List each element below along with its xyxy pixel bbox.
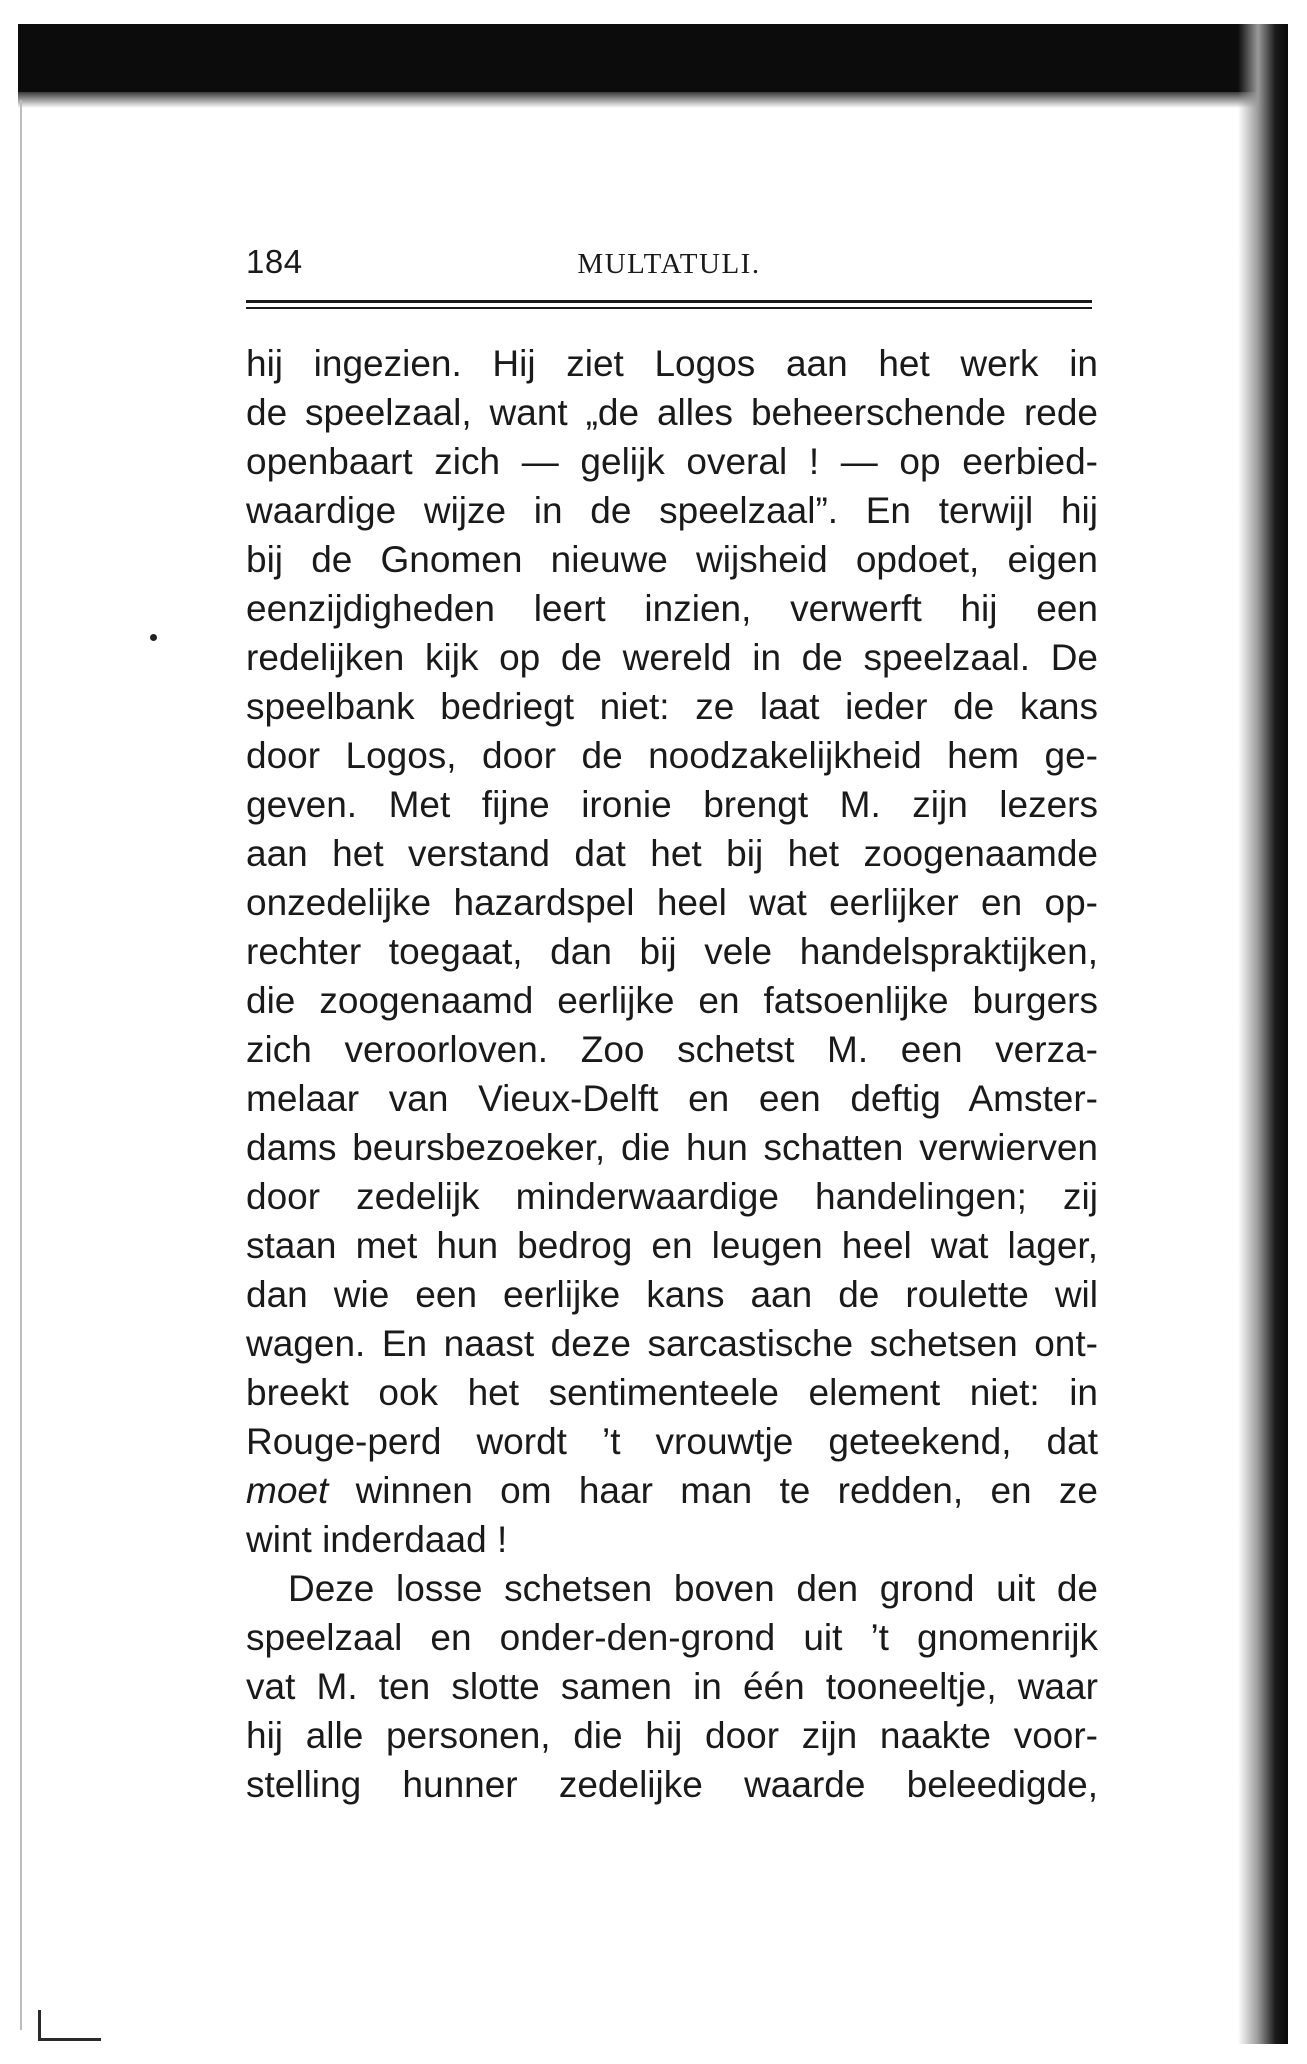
text-line: bij de Gnomen nieuwe wijsheid opdoet, eigen [246, 539, 1098, 580]
text-line: door Logos, door de noodzakelijkheid hem ge- [246, 735, 1098, 776]
scan-border-left [20, 100, 22, 2030]
text-line: geven. Met fijne ironie brengt M. zijn lezers [246, 784, 1098, 825]
text-line: speelzaal en onder-den-grond uit ’t gnomenrijk [246, 1617, 1098, 1658]
text-line: breekt ook het sentimenteele element niet: in [246, 1372, 1098, 1413]
text-line: wagen. En naast deze sarcastische schetsen ont- [246, 1323, 1098, 1364]
page-header [246, 240, 1092, 284]
text-line: hij ingezien. Hij ziet Logos aan het werk in [246, 343, 1098, 384]
paragraph-1 [246, 339, 1098, 1564]
text-line-emphasis [246, 1466, 1098, 1515]
text-line: staan met hun bedrog en leugen heel wat lager, [246, 1225, 1098, 1266]
text-line: vat M. ten slotte samen in één tooneeltje, waar [246, 1666, 1098, 1707]
text-line: dan wie een eerlijke kans aan de roulette wil [246, 1274, 1098, 1315]
text-line: waardige wijze in de speelzaal”. En terwijl hij [246, 490, 1098, 531]
text-line: rechter toegaat, dan bij vele handelspraktijken, [246, 931, 1098, 972]
text-line: wint inderdaad ! [246, 1519, 508, 1560]
body-text [246, 339, 1098, 1809]
text-line: aan het verstand dat het bij het zoogenaamde [246, 833, 1098, 874]
text-line: dams beursbezoeker, die hun schatten verwierven [246, 1127, 1098, 1168]
running-head: MULTATULI. [577, 248, 761, 280]
scan-shadow-top [18, 92, 1283, 108]
text-line: die zoogenaamd eerlijke en fatsoenlijke burgers [246, 980, 1098, 1021]
text-line: stelling hunner zedelijke waarde beleedigde, [246, 1764, 1098, 1805]
text-line: onzedelijke hazardspel heel wat eerlijker en op- [246, 882, 1098, 923]
text-line: Rouge-perd wordt ’t vrouwtje geteekend, dat [246, 1421, 1098, 1462]
text-line: de speelzaal, want „de alles beheerschende rede [246, 392, 1098, 433]
text-line: openbaart zich — gelijk overal ! — op eerbied- [246, 441, 1098, 482]
text-line: speelbank bedriegt niet: ze laat ieder de kans [246, 686, 1098, 727]
scan-border-top [18, 24, 1283, 92]
header-rule-bottom [246, 307, 1092, 309]
text-line: redelijken kijk op de wereld in de speelzaal. De [246, 637, 1098, 678]
text-line: eenzijdigheden leert inzien, verwerft hij een [246, 588, 1098, 629]
scan-corner-mark [38, 2010, 101, 2041]
text-line-rest: winnen om haar man te redden, en ze [355, 1470, 1099, 1511]
text-line: melaar van Vieux-Delft en een deftig Amster- [246, 1078, 1098, 1119]
header-rule-top [246, 300, 1092, 303]
text-line: zich veroorloven. Zoo schetst M. een verza- [246, 1029, 1098, 1070]
italic-word: moet [246, 1470, 329, 1511]
ink-speck [150, 634, 157, 641]
text-line: hij alle personen, die hij door zijn naakte voor- [246, 1715, 1098, 1756]
text-line: door zedelijk minderwaardige handelingen; zij [246, 1176, 1098, 1217]
scan-border-right [1238, 24, 1288, 2044]
paragraph-2 [246, 1564, 1098, 1809]
page-number: 184 [246, 243, 303, 280]
text-line: Deze losse schetsen boven den grond uit de [288, 1568, 1098, 1609]
